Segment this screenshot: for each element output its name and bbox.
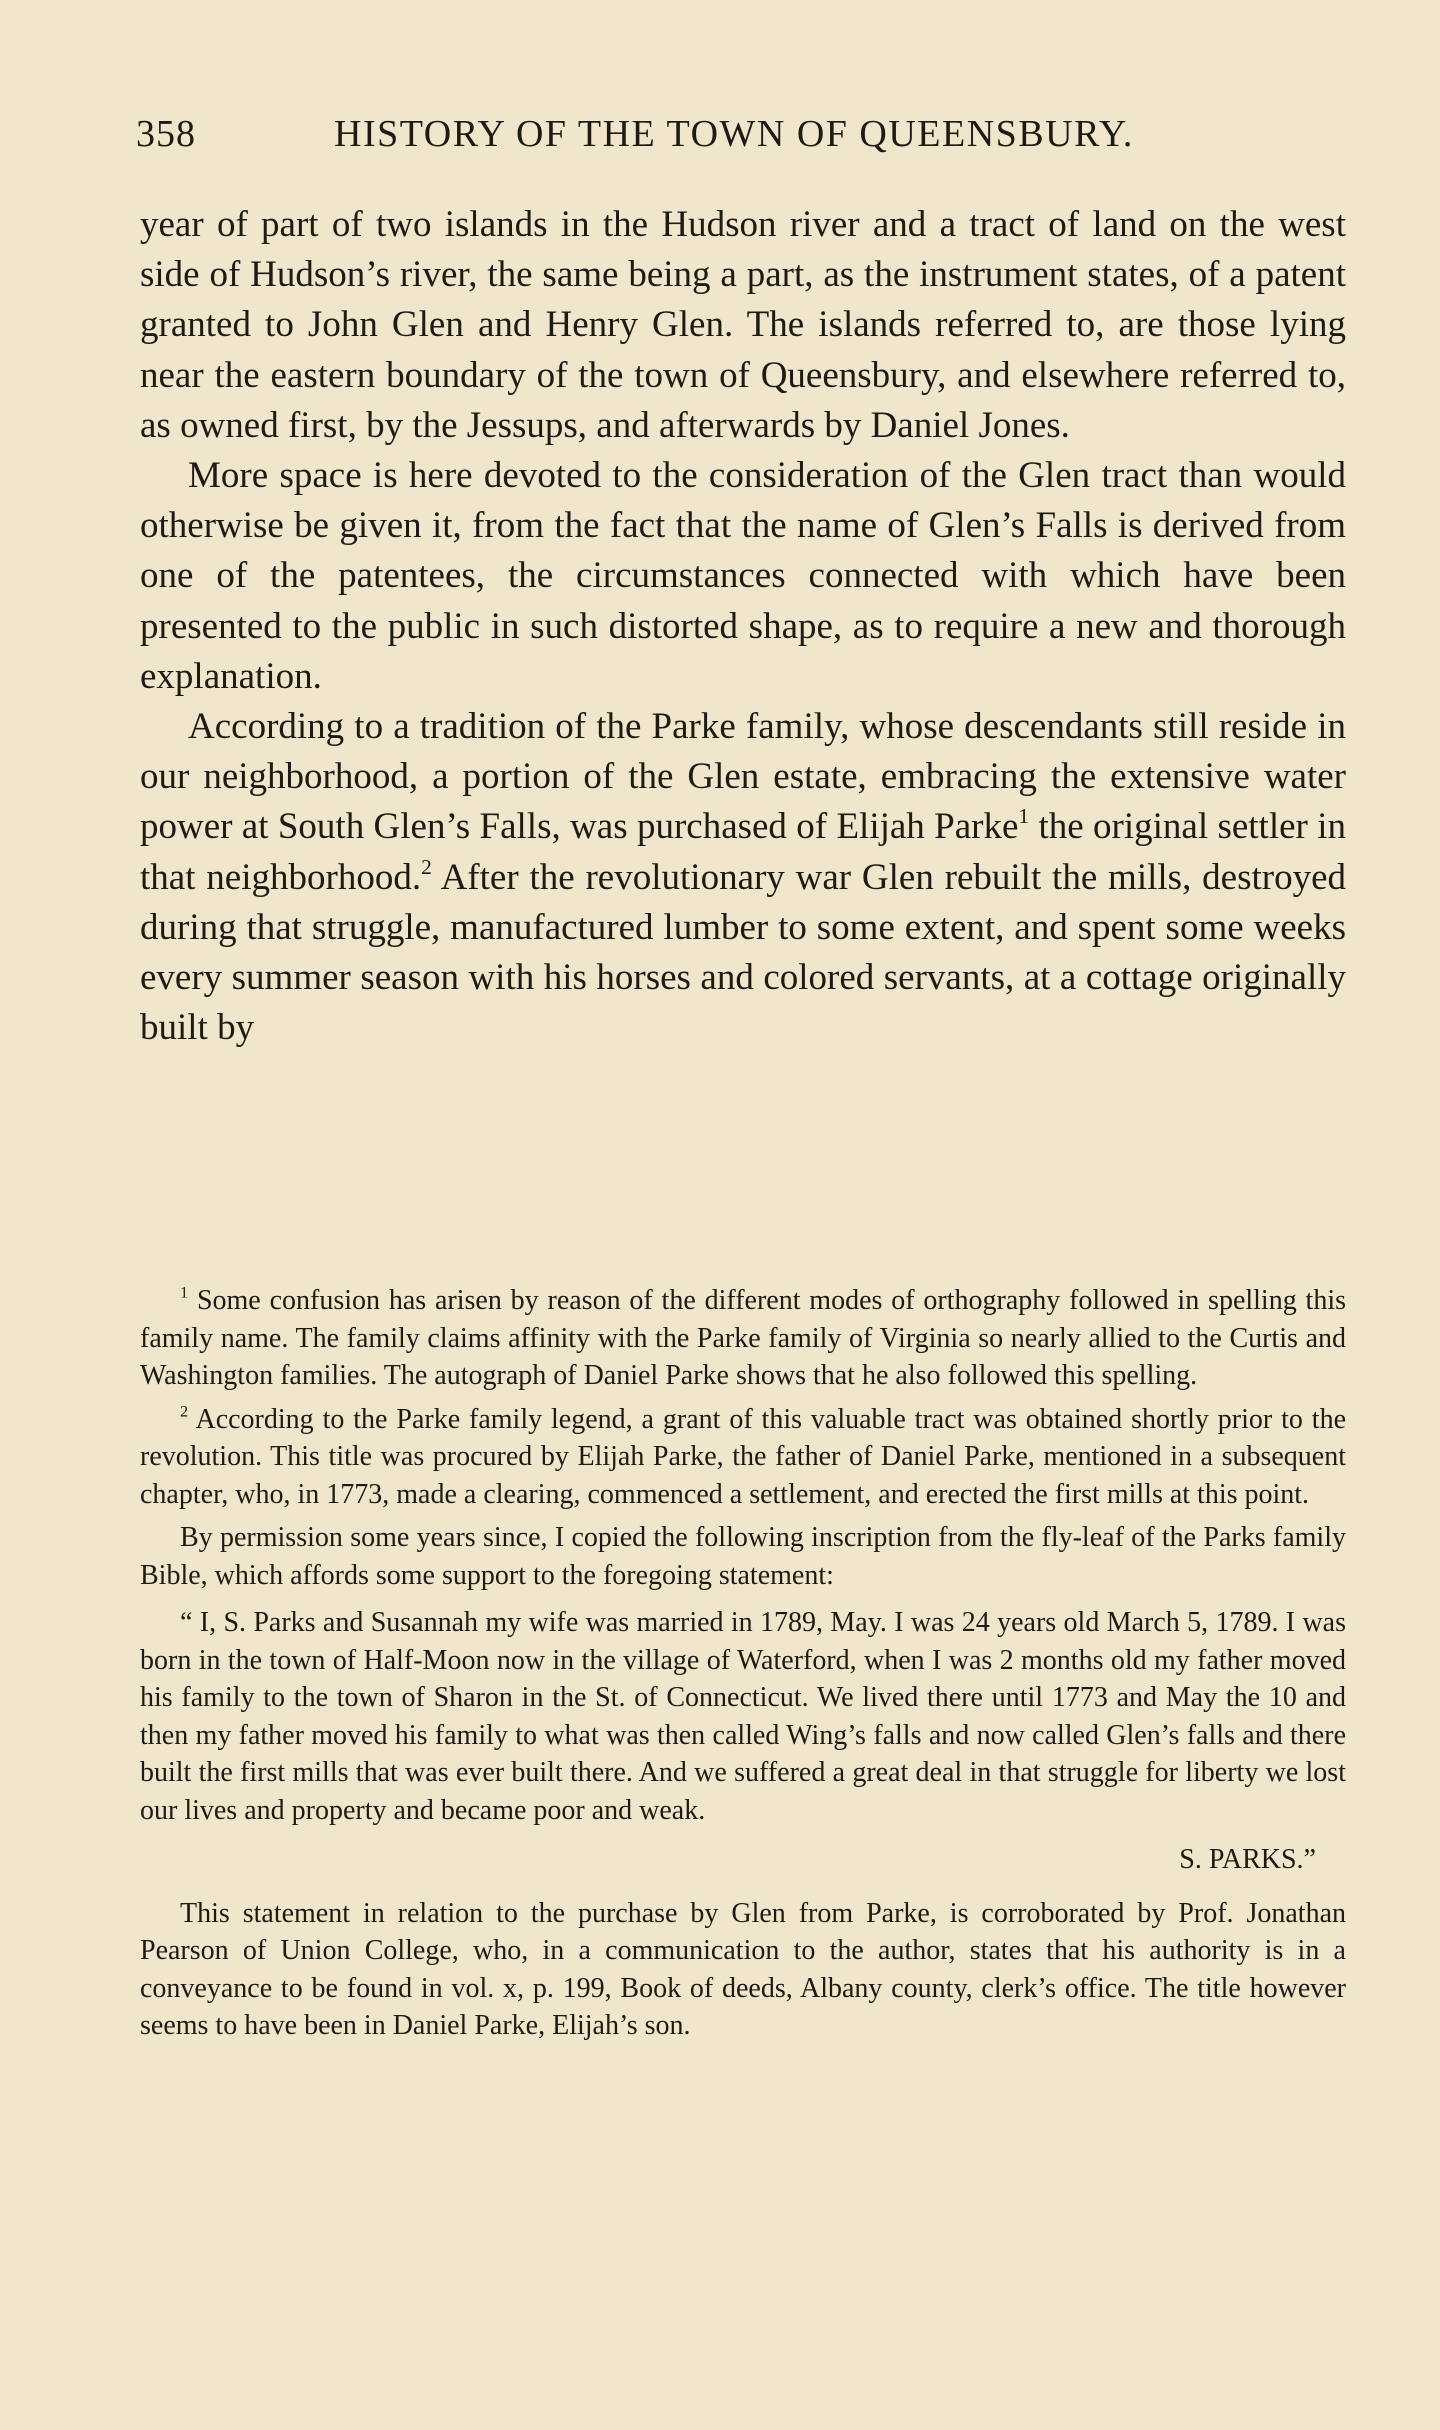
footnote-1 (140, 1282, 1346, 1395)
footnote-ref-1: 1 (1018, 804, 1030, 829)
paragraph-3-part-b: the original settler in that neighborhood. (140, 806, 1346, 898)
paragraph-3-part-a: According to a tradition of the Parke family, whose descendants still reside in our neighborhood, a portion of the Glen estate, embracing the extensive water power at South Glen’s Falls, was purchased of Elijah Parke (140, 706, 1346, 848)
footnote-1-mark: 1 (180, 1283, 189, 1302)
footnote-1-text: Some confusion has arisen by reason of the different modes of orthography followed in spelling this family name. The family claims affinity with the Parke family of Virginia so nearly allied to the Curtis and Washington families. The autograph of Daniel Parke shows that he also followed this spelling. (140, 1285, 1346, 1391)
footnote-2-mark: 2 (180, 1402, 189, 1421)
paragraph-1: year of part of two islands in the Hudson river and a tract of land on the west side of Hudson’s river, the same being a part, as the instrument states, of a patent granted to John Glen and Henry Glen. The islands referred to, are those lying near the eastern boundary of the town of Queensbury, and elsewhere referred to, as owned first, by the Jessups, and afterwards by Daniel Jones. (140, 204, 1346, 446)
footnote-2-signature: S. PARKS.” (1179, 1844, 1316, 1875)
running-head: HISTORY OF THE TOWN OF QUEENSBURY. (334, 113, 1134, 155)
paragraph-3-part-c: After the revolutionary war Glen rebuilt the mills, destroyed during that struggle, manufactured lumber to some extent, and spent some weeks every summer season with his horses and colored servants, at a cottage originally built by (140, 856, 1346, 1049)
footnote-2-text: According to the Parke family legend, a grant of this valuable tract was obtained shortly prior to the revolution. This title was procured by Elijah Parke, the father of Daniel Parke, mentioned in a subsequent chapter, who, in 1773, made a clearing, commenced a settlement, and erected the first mills at this point. (140, 1403, 1346, 1510)
footnote-2-quote: “ I, S. Parks and Susannah my wife was married in 1789, May. I was 24 years old March 5, 1789. I was born in the town of Half-Moon now in the village of Waterford, when I was 2 months old my father moved his family to the town of Sharon in the St. of Connecticut. We lived there until 1773 and May the 10 and then my father moved his family to what was then called Wing’s falls and now called Glen’s falls and there built the first mills that was ever built there. And we suffered a great deal in that struggle for liberty we lost our lives and property and became poor and weak. (140, 1607, 1346, 1826)
page-number: 358 (136, 113, 196, 155)
paragraph-2: More space is here devoted to the consideration of the Glen tract than would otherwise be given it, from the fact that the name of Glen’s Falls is derived from one of the patentees, the circumstances connected with which have been presented to the public in such distorted shape, as to require a new and thorough explanation. (140, 455, 1346, 697)
footnotes (140, 1282, 1346, 2051)
footnote-ref-2: 2 (421, 854, 432, 879)
paragraph-3 (140, 702, 1346, 1053)
page-header (136, 112, 1346, 162)
footnote-2 (140, 1401, 1346, 1514)
main-text (140, 200, 1346, 1053)
footnote-2-permission: By permission some years since, I copied the following inscription from the fly-leaf of the Parks family Bible, which affords some support to the foregoing statement: (140, 1522, 1346, 1591)
footnote-2-continuation: This statement in relation to the purchase by Glen from Parke, is corroborated by Prof. Jonathan Pearson of Union College, who, in a communication to the author, states that his authority is in a conveyance to be found in vol. x, p. 199, Book of deeds, Albany county, clerk’s office. The title however seems to have been in Daniel Parke, Elijah’s son. (140, 1897, 1346, 2041)
